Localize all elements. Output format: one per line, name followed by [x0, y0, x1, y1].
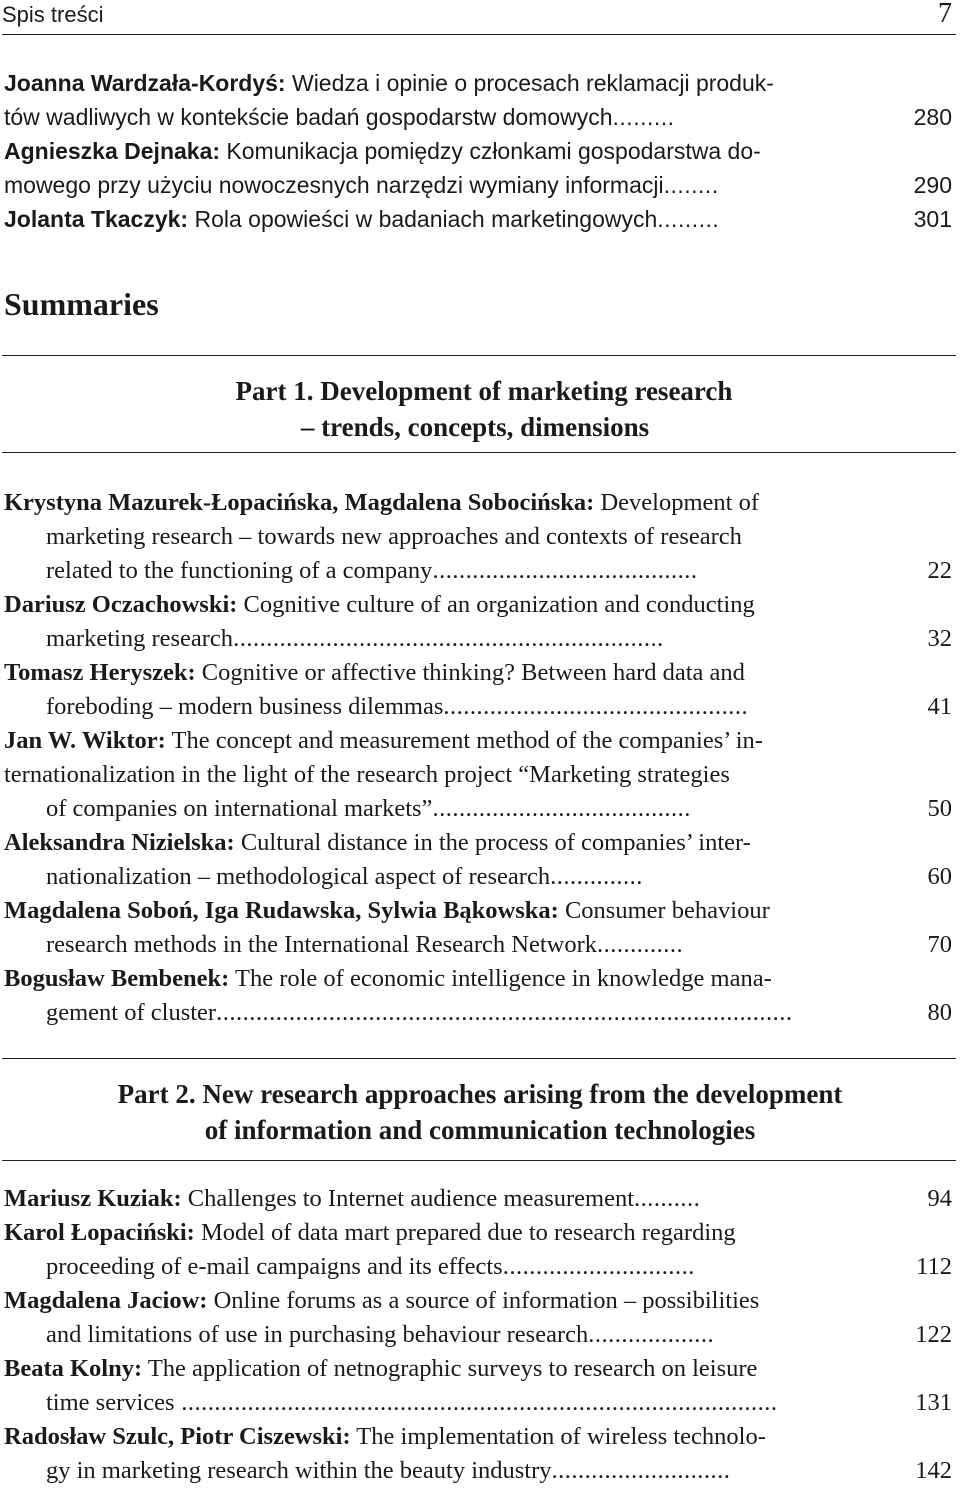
entry-author: Bogusław Bembenek:: [4, 965, 230, 992]
entry-page: 60: [927, 863, 952, 890]
entry-author: Jan W. Wiktor:: [4, 727, 166, 754]
toc-entry: Jolanta Tkaczyk: Rola opowieści w badaniach marketingowych......... 301: [4, 202, 954, 236]
toc-entry: Magdalena Soboń, Iga Rudawska, Sylwia Bąkowska: Consumer behaviour research methods in the International Research Network............. 70: [4, 894, 954, 962]
summaries-heading: Summaries: [4, 286, 159, 322]
entry-page: 280: [913, 104, 952, 130]
entry-page: 112: [916, 1253, 952, 1280]
entry-page: 50: [927, 795, 952, 822]
entry-title-line: Cultural distance in the process of companies’ inter-: [234, 829, 751, 856]
header-page-number: 7: [938, 0, 952, 29]
entry-author: Magdalena Jaciow:: [4, 1287, 208, 1314]
entry-page: 94: [927, 1185, 952, 1212]
entry-author: Krystyna Mazurek-Łopacińska, Magdalena Sobocińska:: [4, 489, 595, 516]
part2-heading-line1: Part 2. New research approaches arising from the development: [117, 1079, 843, 1109]
entry-title-line: and limitations of use in purchasing behaviour research: [46, 1321, 589, 1348]
entry-page: 70: [927, 931, 952, 958]
toc-part1-section: [4, 486, 954, 1030]
entry-title-line: Wiedza i opinie o procesach reklamacji produk-: [285, 70, 774, 96]
toc-part2-section: [4, 1182, 954, 1488]
entry-author: Jolanta Tkaczyk:: [4, 206, 189, 232]
entry-author: Joanna Wardzała-Kordyś:: [4, 70, 286, 96]
entry-title-line: of companies on international markets”: [46, 795, 433, 822]
entry-title-line: marketing research: [46, 625, 234, 652]
entry-page: 122: [915, 1321, 952, 1348]
entry-author: Beata Kolny:: [4, 1355, 143, 1382]
toc-entry: Jan W. Wiktor: The concept and measurement method of the companies’ in- ternationalization in the light of the research project “Marketing strategies of companies on international markets”....................................... 50: [4, 724, 954, 826]
entry-title-line: Challenges to Internet audience measurement: [181, 1185, 635, 1212]
entry-title-line: Komunikacja pomiędzy członkami gospodarstwa do-: [220, 138, 761, 164]
toc-entry: Krystyna Mazurek-Łopacińska, Magdalena Sobocińska: Development of marketing research – towards new approaches and contexts of research related to the functioning of a company........................................ 22: [4, 486, 954, 588]
part2-heading: [0, 1076, 960, 1148]
divider: [2, 1058, 956, 1059]
entry-author: Tomasz Heryszek:: [4, 659, 196, 686]
entry-page: 32: [927, 625, 952, 652]
entry-title-line: proceeding of e-mail campaigns and its effects: [46, 1253, 503, 1280]
toc-entry: Tomasz Heryszek: Cognitive or affective thinking? Between hard data and foreboding – modern business dilemmas.............................................. 41: [4, 656, 954, 724]
toc-entry: Karol Łopaciński: Model of data mart prepared due to research regarding proceeding of e-mail campaigns and its effects............................. 112: [4, 1216, 954, 1284]
entry-title-line: mowego przy użyciu nowoczesnych narzędzi wymiany informacji: [4, 172, 664, 198]
entry-title-line: Development of: [594, 489, 759, 516]
entry-title-line: The concept and measurement method of the companies’ in-: [165, 727, 763, 754]
toc-entry: Beata Kolny: The application of netnographic surveys to research on leisure time services .......................................................................................... 131: [4, 1352, 954, 1420]
header-title: Spis treści: [2, 2, 104, 27]
toc-entry: Aleksandra Nizielska: Cultural distance in the process of companies’ inter- nationalization – methodological aspect of research.............. 60: [4, 826, 954, 894]
entry-page: 131: [915, 1389, 952, 1416]
running-header: [2, 0, 956, 35]
toc-entry: Agnieszka Dejnaka: Komunikacja pomiędzy członkami gospodarstwa do- mowego przy użyciu nowoczesnych narzędzi wymiany informacji........ 290: [4, 134, 954, 202]
entry-title-line: time services: [46, 1389, 175, 1416]
entry-page: 80: [927, 999, 952, 1026]
entry-page: 301: [913, 206, 952, 232]
entry-title-line: foreboding – modern business dilemmas: [46, 693, 444, 720]
part1-heading-line1: Part 1. Development of marketing research: [235, 376, 733, 406]
entry-title-line: ternationalization in the light of the research project “Marketing strategies: [4, 761, 730, 788]
part1-heading: [0, 373, 960, 445]
entry-author: Radosław Szulc, Piotr Ciszewski:: [4, 1423, 351, 1450]
toc-entry: Radosław Szulc, Piotr Ciszewski: The implementation of wireless technolo- gy in marketing research within the beauty industry........................... 142: [4, 1420, 954, 1488]
entry-page: 142: [915, 1457, 952, 1484]
toc-entry: Magdalena Jaciow: Online forums as a source of information – possibilities and limitations of use in purchasing behaviour research................... 122: [4, 1284, 954, 1352]
entry-title-line: tów wadliwych w kontekście badań gospodarstw domowych: [4, 104, 613, 130]
entry-title-line: Model of data mart prepared due to research regarding: [194, 1219, 736, 1246]
toc-entry: Joanna Wardzała-Kordyś: Wiedza i opinie o procesach reklamacji produk- tów wadliwych w kontekście badań gospodarstw domowych......... 280: [4, 66, 954, 134]
divider: [2, 355, 956, 356]
entry-title-line: nationalization – methodological aspect of research: [46, 863, 551, 890]
entry-author: Karol Łopaciński:: [4, 1219, 195, 1246]
entry-title-line: marketing research – towards new approaches and contexts of research: [46, 523, 742, 550]
entry-page: 41: [927, 693, 952, 720]
toc-entry: Bogusław Bembenek: The role of economic intelligence in knowledge mana- gement of cluster....................................................................................... 80: [4, 962, 954, 1030]
entry-title-line: gement of cluster: [46, 999, 217, 1026]
entry-title-line: The role of economic intelligence in knowledge mana-: [229, 965, 772, 992]
toc-entry: Dariusz Oczachowski: Cognitive culture of an organization and conducting marketing research................................................................. 32: [4, 588, 954, 656]
entry-title-line: The implementation of wireless technolo-: [350, 1423, 766, 1450]
part2-heading-line2: of information and communication technologies: [204, 1115, 756, 1145]
entry-page: 22: [927, 557, 952, 584]
entry-title-line: Cognitive culture of an organization and conducting: [237, 591, 755, 618]
entry-author: Mariusz Kuziak:: [4, 1185, 182, 1212]
divider: [2, 452, 956, 453]
entry-title-line: gy in marketing research within the beauty industry: [46, 1457, 552, 1484]
entry-title-line: Online forums as a source of information – possibilities: [207, 1287, 760, 1314]
entry-title-line: research methods in the International Research Network: [46, 931, 598, 958]
entry-title-line: related to the functioning of a company: [46, 557, 433, 584]
entry-title-line: Cognitive or affective thinking? Between hard data and: [195, 659, 745, 686]
entry-title-line: Consumer behaviour: [558, 897, 770, 924]
entry-title-line: Rola opowieści w badaniach marketingowych: [188, 206, 658, 232]
toc-top-section: [4, 66, 954, 236]
entry-author: Magdalena Soboń, Iga Rudawska, Sylwia Bąkowska:: [4, 897, 559, 924]
entry-page: 290: [913, 172, 952, 198]
part1-heading-line2: – trends, concepts, dimensions: [300, 412, 650, 442]
toc-entry: Mariusz Kuziak: Challenges to Internet audience measurement.......... 94: [4, 1182, 954, 1216]
entry-author: Dariusz Oczachowski:: [4, 591, 238, 618]
divider: [2, 1160, 956, 1161]
entry-title-line: The application of netnographic surveys to research on leisure: [142, 1355, 758, 1382]
entry-author: Agnieszka Dejnaka:: [4, 138, 221, 164]
entry-author: Aleksandra Nizielska:: [4, 829, 235, 856]
